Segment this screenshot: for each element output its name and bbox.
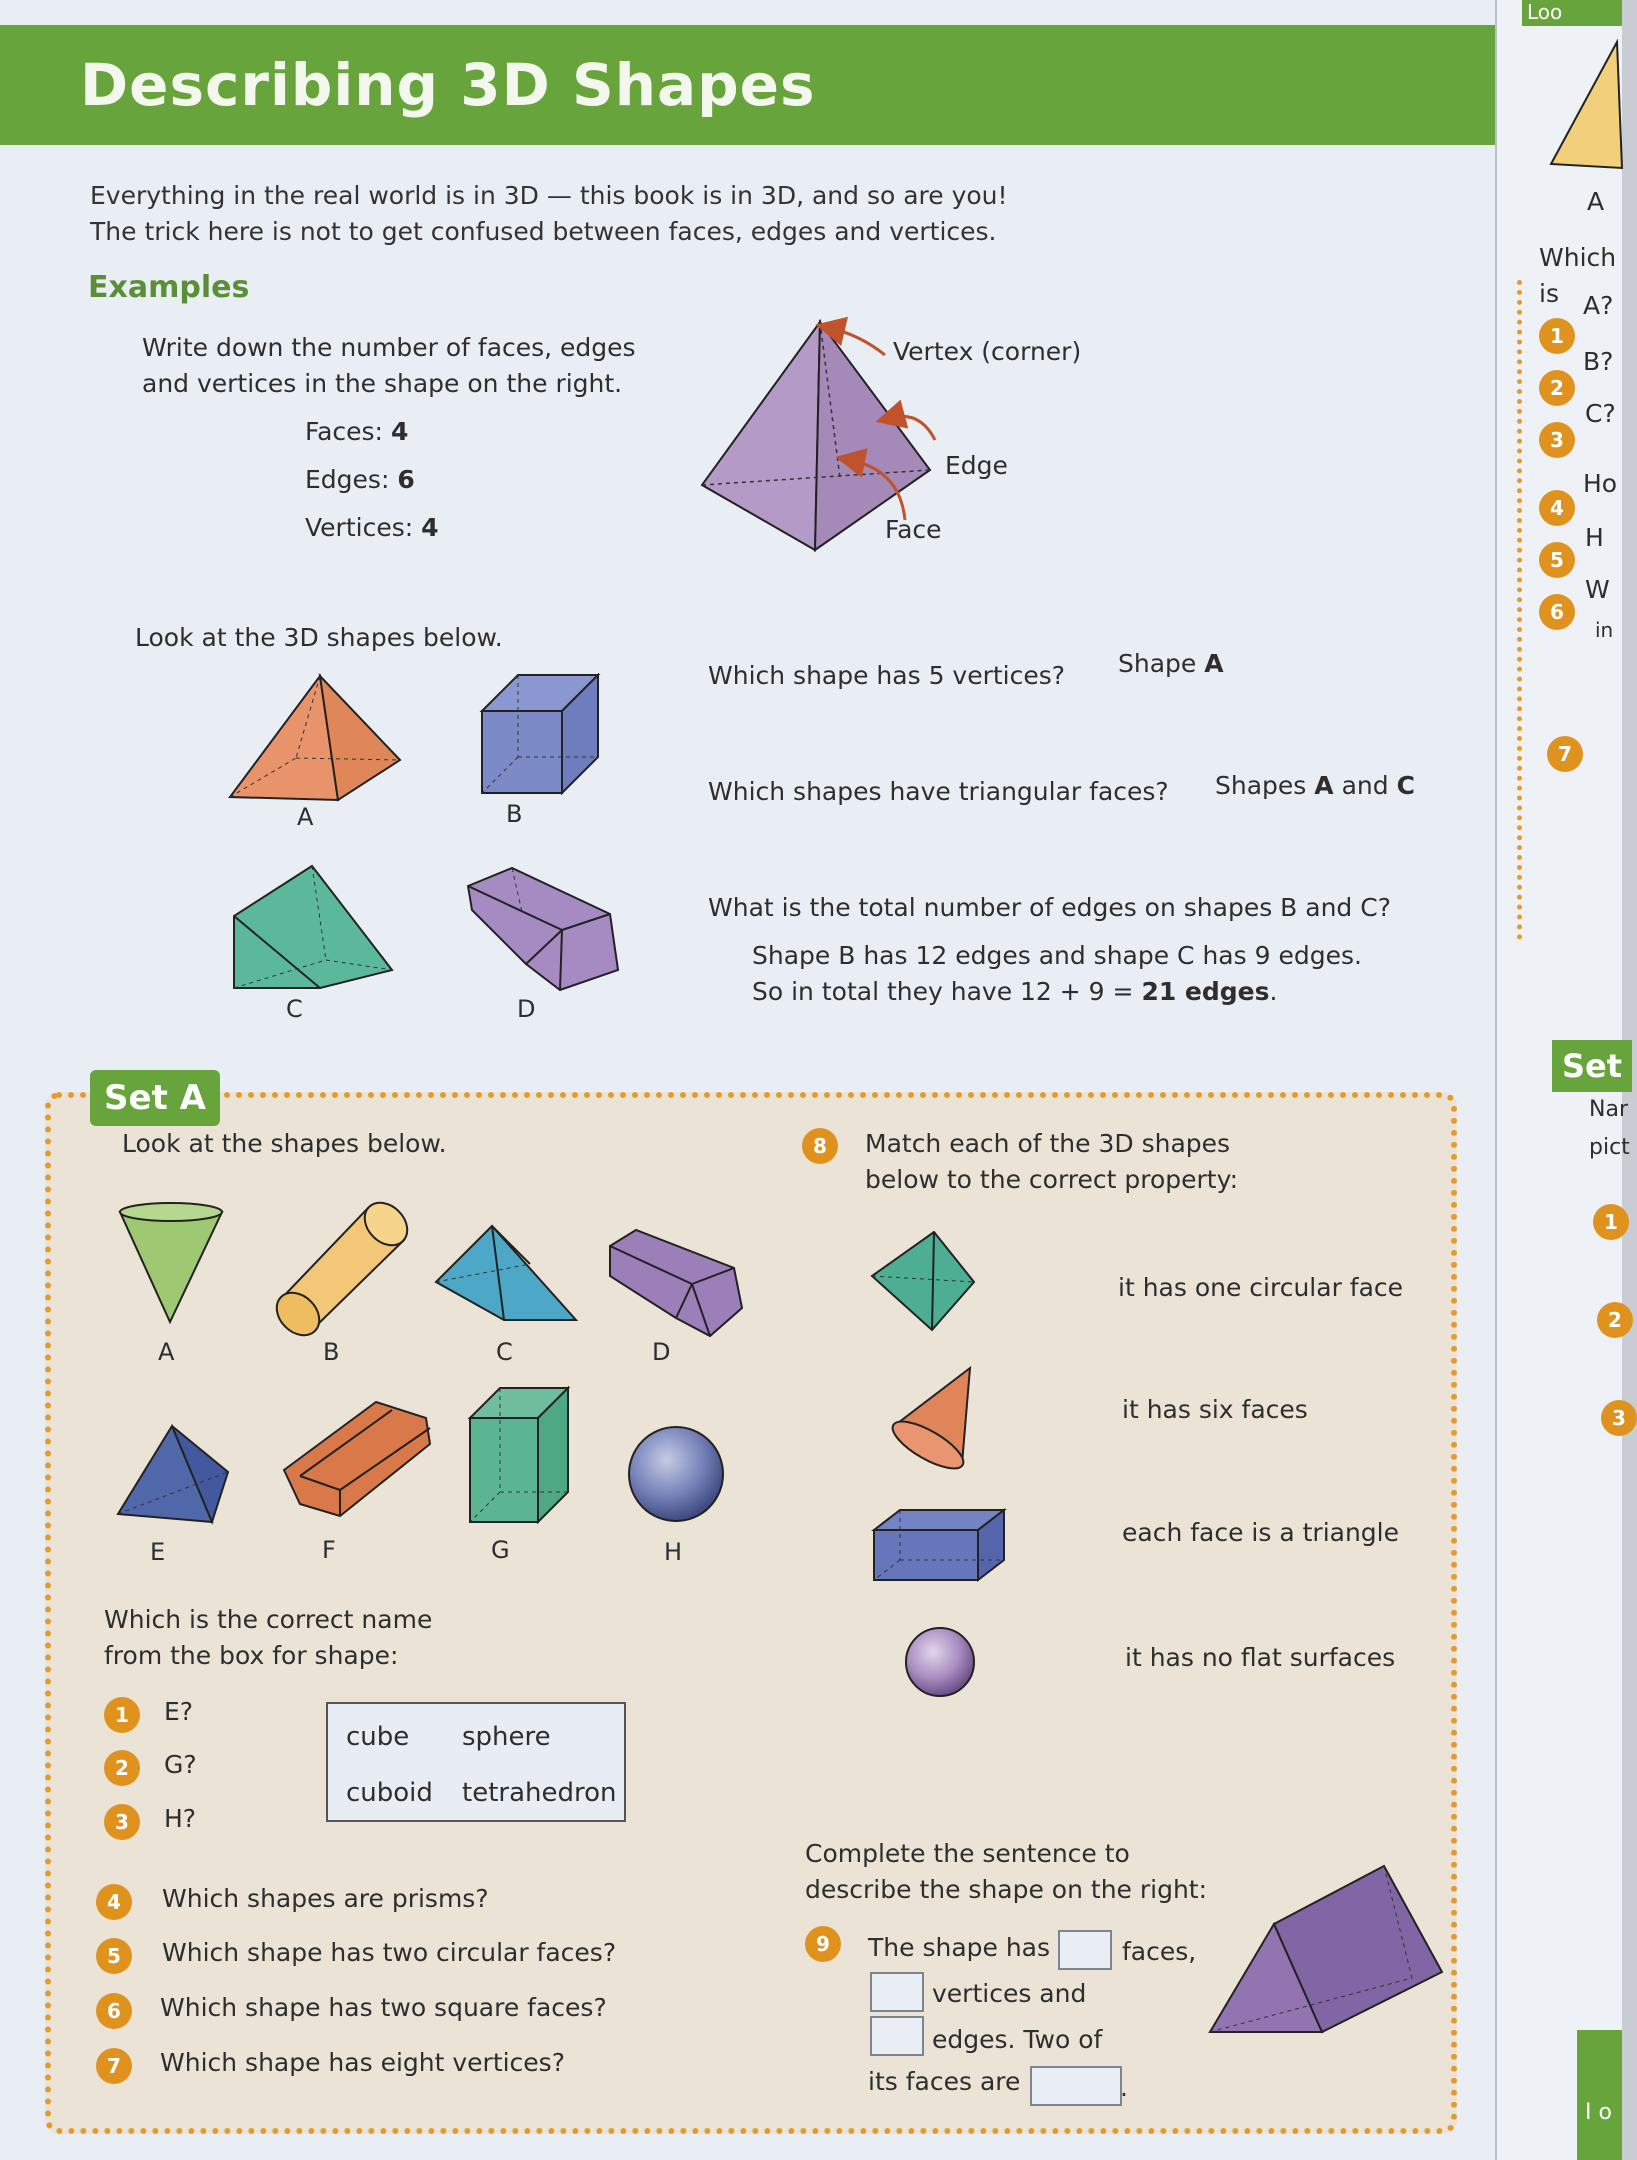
q8-line-1: Match each of the 3D shapes bbox=[865, 1129, 1231, 1158]
q9-triangular-prism bbox=[1206, 1862, 1446, 2034]
example-a2 bbox=[1215, 768, 1415, 804]
a2-and: and bbox=[1341, 771, 1389, 800]
a3-suffix: . bbox=[1269, 977, 1278, 1006]
next-set-q2: 2 bbox=[1597, 1302, 1633, 1338]
vertices-row bbox=[305, 510, 439, 546]
example-instruction bbox=[142, 330, 636, 402]
vertices-value: 4 bbox=[421, 513, 439, 542]
face-label: Face bbox=[885, 515, 942, 544]
instruction-line-1: Write down the number of faces, edges bbox=[142, 333, 636, 362]
next-page-which-is: Which is bbox=[1539, 243, 1617, 308]
instruction-line-2: and vertices in the shape on the right. bbox=[142, 369, 623, 398]
set-shape-label-c: C bbox=[496, 1338, 513, 1366]
example-a1 bbox=[1118, 646, 1224, 682]
tetra-face-left bbox=[702, 322, 820, 550]
match-shape-cone bbox=[892, 1366, 972, 1466]
question-2-text: G? bbox=[164, 1750, 197, 1779]
next-page-pyramid bbox=[1547, 40, 1622, 170]
question-number-7: 7 bbox=[96, 2048, 132, 2084]
faces-row bbox=[305, 414, 408, 450]
shape-c-triangular-prism bbox=[230, 864, 400, 994]
set-shape-h-sphere bbox=[626, 1424, 726, 1524]
page-title: Describing 3D Shapes bbox=[80, 51, 816, 119]
adjacent-page-edge bbox=[1495, 0, 1630, 2160]
set-shape-g-cuboid bbox=[468, 1384, 572, 1526]
edges-value: 6 bbox=[397, 465, 415, 494]
q9-intro bbox=[805, 1836, 1207, 1908]
next-q5-text: H bbox=[1585, 523, 1604, 552]
set-shape-label-b: B bbox=[323, 1338, 340, 1366]
a2-letter1: A bbox=[1314, 771, 1334, 800]
a2-prefix: Shapes bbox=[1215, 771, 1307, 800]
examples-heading: Examples bbox=[88, 270, 250, 305]
next-in-text: in bbox=[1595, 618, 1614, 642]
question-number-6: 6 bbox=[96, 1993, 132, 2029]
question-number-2: 2 bbox=[104, 1750, 140, 1786]
vertex-label: Vertex (corner) bbox=[893, 337, 1082, 366]
next-set-tab: Set bbox=[1552, 1040, 1632, 1092]
example-q3: What is the total number of edges on shapes B and C? bbox=[708, 893, 1391, 922]
next-pict: pict bbox=[1589, 1135, 1630, 1160]
q9-text-part5: its faces are bbox=[868, 2067, 1021, 2096]
next-q3-text: C? bbox=[1585, 399, 1616, 428]
next-q4: 4 bbox=[1539, 490, 1575, 526]
example-shape-label-c: C bbox=[286, 995, 303, 1023]
a3-bold: 21 edges bbox=[1141, 977, 1270, 1006]
shape-b-cube bbox=[480, 673, 602, 795]
intro-line-2: The trick here is not to get confused between faces, edges and vertices. bbox=[90, 217, 997, 246]
example-q1: Which shape has 5 vertices? bbox=[708, 661, 1066, 690]
faces-label: Faces: bbox=[305, 417, 383, 446]
a1-prefix: Shape bbox=[1118, 649, 1197, 678]
match-shape-sphere bbox=[904, 1626, 976, 1698]
set-shape-d-hexagonal-prism bbox=[606, 1228, 746, 1338]
question-number-3: 3 bbox=[104, 1804, 140, 1840]
next-q6: 6 bbox=[1539, 594, 1575, 630]
question-number-5: 5 bbox=[96, 1938, 132, 1974]
question-6-text: Which shape has two square faces? bbox=[160, 1993, 607, 2022]
example-shape-label-d: D bbox=[517, 995, 536, 1023]
set-shape-f-hexagonal-prism bbox=[280, 1398, 432, 1524]
shape-names-box bbox=[326, 1702, 626, 1822]
set-shape-label-h: H bbox=[664, 1538, 683, 1566]
set-a-tab: Set A bbox=[90, 1070, 220, 1126]
q9-vertices-blank[interactable] bbox=[870, 1972, 924, 2012]
example-shape-label-b: B bbox=[506, 800, 523, 828]
next-q7: 7 bbox=[1547, 736, 1583, 772]
question-number-4: 4 bbox=[96, 1884, 132, 1920]
next-q1-text: A? bbox=[1583, 291, 1614, 320]
next-q2-text: B? bbox=[1583, 347, 1614, 376]
which-name-line-2: from the box for shape: bbox=[104, 1641, 399, 1670]
set-shape-label-g: G bbox=[491, 1536, 510, 1564]
property-triangle-faces: each face is a triangle bbox=[1122, 1518, 1400, 1547]
question-7-text: Which shape has eight vertices? bbox=[160, 2048, 565, 2077]
q9-edges-blank[interactable] bbox=[870, 2016, 924, 2056]
title-banner bbox=[0, 25, 1495, 145]
question-number-1: 1 bbox=[104, 1697, 140, 1733]
a3-prefix: So in total they have 12 + 9 = bbox=[752, 977, 1134, 1006]
name-option-tetrahedron: tetrahedron bbox=[462, 1778, 617, 1808]
q9-text-part6: . bbox=[1120, 2073, 1128, 2102]
example-shape-label-a: A bbox=[297, 803, 314, 831]
next-q5: 5 bbox=[1539, 542, 1575, 578]
match-shape-tetrahedron bbox=[868, 1230, 980, 1334]
next-nar: Nar bbox=[1589, 1097, 1628, 1122]
q9-text-part2: faces, bbox=[1122, 1937, 1197, 1966]
next-set-q1: 1 bbox=[1593, 1204, 1629, 1240]
q9-intro-line-2: describe the shape on the right: bbox=[805, 1875, 1208, 1904]
set-shape-label-f: F bbox=[322, 1536, 336, 1564]
set-shape-a-cone bbox=[118, 1200, 224, 1326]
next-page-bottom-text: I o bbox=[1585, 2100, 1612, 2125]
q8-line-2: below to the correct property: bbox=[865, 1165, 1239, 1194]
question-number-9: 9 bbox=[805, 1926, 841, 1962]
match-shape-cuboid bbox=[872, 1508, 1006, 1584]
next-page-label-a: A bbox=[1587, 187, 1605, 216]
set-shape-e-tetrahedron bbox=[116, 1424, 230, 1524]
a1-letter: A bbox=[1204, 649, 1224, 678]
set-shape-label-e: E bbox=[150, 1538, 166, 1566]
question-4-text: Which shapes are prisms? bbox=[162, 1884, 489, 1913]
next-q1: 1 bbox=[1539, 318, 1575, 354]
question-3-text: H? bbox=[164, 1804, 197, 1833]
q9-face-shape-blank[interactable] bbox=[1030, 2066, 1122, 2106]
intro-text bbox=[90, 178, 1008, 250]
q9-text-part3: vertices and bbox=[932, 1979, 1087, 2008]
faces-value: 4 bbox=[390, 417, 409, 446]
example-a3-line2 bbox=[752, 974, 1277, 1010]
intro-line-1: Everything in the real world is in 3D — this book is in 3D, and so are you! bbox=[90, 181, 1008, 210]
name-option-cube: cube bbox=[346, 1722, 410, 1752]
next-page-bottom-tab bbox=[1577, 2030, 1622, 2160]
example-a3-line1: Shape B has 12 edges and shape C has 9 edges. bbox=[752, 941, 1362, 970]
name-option-sphere: sphere bbox=[462, 1722, 551, 1752]
property-six-faces: it has six faces bbox=[1122, 1395, 1308, 1424]
question-number-8: 8 bbox=[802, 1128, 838, 1164]
property-circular-face: it has one circular face bbox=[1118, 1273, 1404, 1302]
next-q4-text: Ho bbox=[1583, 469, 1618, 498]
set-shape-label-a: A bbox=[158, 1338, 175, 1366]
next-page-dotted-border bbox=[1517, 280, 1528, 940]
set-shape-b-cylinder bbox=[276, 1200, 408, 1330]
question-1-text: E? bbox=[164, 1697, 194, 1726]
next-set-q3: 3 bbox=[1601, 1400, 1637, 1436]
look-at-shapes: Look at the 3D shapes below. bbox=[135, 623, 503, 652]
shape-a-square-pyramid bbox=[228, 672, 408, 802]
set-a-look-at: Look at the shapes below. bbox=[122, 1129, 447, 1158]
example-q2: Which shapes have triangular faces? bbox=[708, 777, 1169, 806]
next-page-top-word: Loo bbox=[1527, 0, 1563, 24]
q9-faces-blank[interactable] bbox=[1058, 1930, 1112, 1970]
q9-text-part4: edges. Two of bbox=[932, 2025, 1103, 2054]
vertices-label: Vertices: bbox=[305, 513, 414, 542]
q9-intro-line-1: Complete the sentence to bbox=[805, 1839, 1130, 1868]
question-8-text bbox=[865, 1126, 1238, 1198]
edges-label: Edges: bbox=[305, 465, 390, 494]
set-shape-c-triangular-prism bbox=[434, 1224, 580, 1324]
q9-text-part1: The shape has bbox=[868, 1933, 1051, 1962]
property-no-flat-surfaces: it has no flat surfaces bbox=[1125, 1643, 1396, 1672]
shape-d-hexagonal-prism bbox=[462, 866, 622, 994]
name-option-cuboid: cuboid bbox=[346, 1778, 433, 1808]
edges-row bbox=[305, 462, 415, 498]
question-5-text: Which shape has two circular faces? bbox=[162, 1938, 617, 1967]
which-name-instruction bbox=[104, 1602, 432, 1674]
which-name-line-1: Which is the correct name bbox=[104, 1605, 433, 1634]
next-q2: 2 bbox=[1539, 370, 1575, 406]
set-shape-label-d: D bbox=[652, 1338, 671, 1366]
edge-label: Edge bbox=[945, 451, 1008, 480]
next-q6-text: W bbox=[1585, 575, 1610, 604]
a2-letter2: C bbox=[1396, 771, 1415, 800]
next-q3: 3 bbox=[1539, 422, 1575, 458]
